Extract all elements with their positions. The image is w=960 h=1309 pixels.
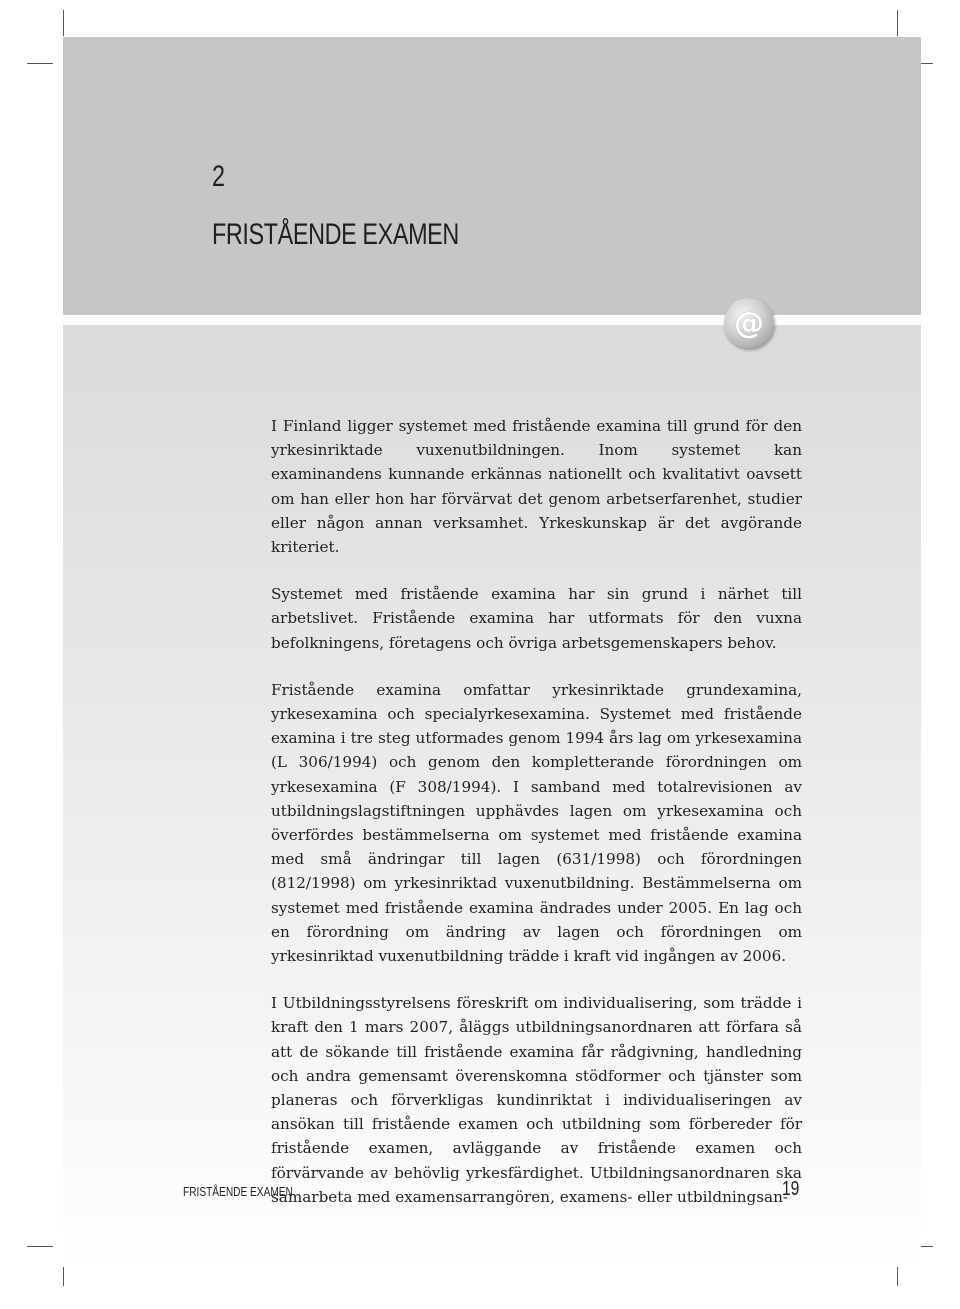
at-sign-icon — [724, 298, 774, 348]
body-text — [271, 414, 802, 1232]
chapter-number: 2 — [212, 160, 225, 193]
paragraph: I Utbildningsstyrelsens föreskrift om individualisering, som trädde i kraft den 1 mars 2007, åläggs utbildningsanordnaren att förfara så att de sökande till fristående examina får rådgivning, handledning och andra gemensamt överenskomna stödformer och tjänster som planeras och förverkligas kundinriktat i individualiseringen av ansökan till fristående examen och utbildning som förbereder för fristående examen, avläggande av fristående examen och förvärvande av behövlig yrkesfärdighet. Utbildningsanordnaren ska samarbeta med examensarrangören, examens- eller utbildningsan- — [271, 994, 802, 1206]
crop-mark — [63, 10, 64, 36]
chapter-title: FRISTÅENDE EXAMEN — [212, 218, 459, 251]
crop-mark — [27, 63, 53, 64]
paragraph: Fristående examina omfattar yrkesinriktade grundexamina, yrkesexamina och specialyrkesexamina. Systemet med fristående examina i tre steg utformades genom 1994 års lag om yrkesexamina (L 306/1994) och genom den kompletterande förordningen om yrkesexamina (F 308/1994). I samband med totalrevisionen av utbildningslagstiftningen upphävdes lagen om yrkesexamina och överfördes bestämmelserna om systemet med fristående examina med små ändringar till lagen (631/1998) och förordningen (812/1998) om yrkesinriktad vuxenutbildning. Bestämmelserna om systemet med fristående examina ändrades under 2005. En lag och en förordning om ändring av lagen och förordningen om yrkesinriktad vuxenutbildning trädde i kraft vid ingången av 2006. — [271, 680, 802, 966]
paragraph: I Finland ligger systemet med fristående examina till grund för den yrkesinriktade vuxenutbildningen. Inom systemet kan examinandens kunnande erkännas nationellt och kvalitativt oavsett om han eller hon har förvärvat det genom arbetserfarenhet, studier eller någon annan verksamhet. Yrkeskunskap är det avgörande kriteriet. — [271, 417, 802, 557]
crop-mark — [897, 10, 898, 36]
running-footer: FRISTÅENDE EXAMEN — [183, 1184, 293, 1199]
header-divider — [63, 315, 921, 325]
page-number: 19 — [782, 1178, 800, 1200]
crop-mark — [27, 1246, 53, 1247]
at-sign-symbol: @ — [734, 305, 764, 341]
paragraph: Systemet med fristående examina har sin grund i närhet till arbetslivet. Fristående examina har utformats för den vuxna befolkningens, företagens och övriga arbetsgemenskapers behov. — [271, 585, 802, 652]
chapter-header-band — [63, 37, 921, 315]
